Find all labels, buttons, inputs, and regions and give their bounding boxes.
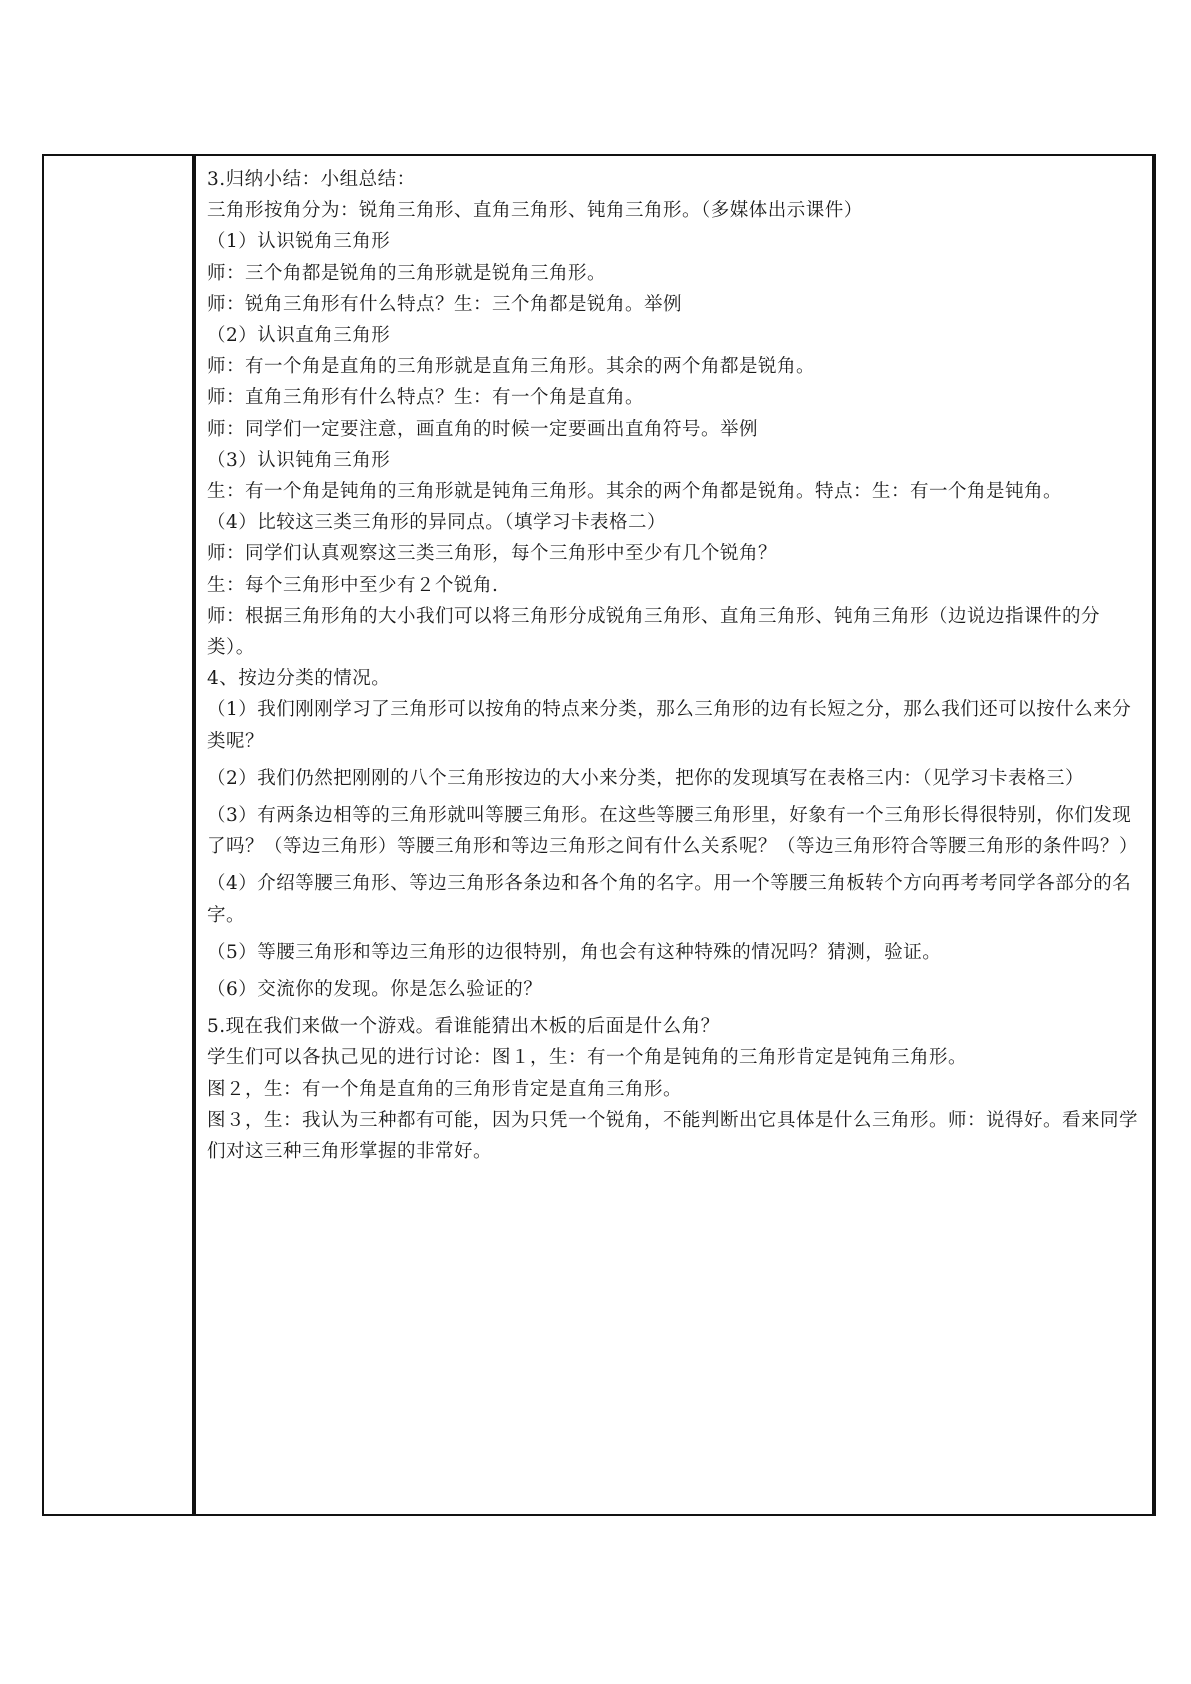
right-triangle-heading: （2）认识直角三角形 [207, 325, 391, 347]
acute-triangle-feature: 师：锐角三角形有什么特点？生：三个角都是锐角。举例 [207, 293, 683, 315]
table-row [43, 155, 1154, 1515]
acute-triangle-heading: （1）认识锐角三角形 [207, 231, 391, 253]
side-step-3: （3）有两条边相等的三角形就叫等腰三角形。在这些等腰三角形里，好象有一个三角形长得很特别，你们发现了吗？（等边三角形）等腰三角形和等边三角形之间有什么关系呢？（等边三角形符合等腰三角形的条件吗？） [207, 805, 1139, 858]
content-cell [194, 155, 1154, 1515]
side-step-2: （2）我们仍然把刚刚的八个三角形按边的大小来分类，把你的发现填写在表格三内：（见学习卡表格三） [207, 767, 1085, 789]
lesson-content [196, 156, 1152, 1167]
side-step-5: （5）等腰三角形和等边三角形的边很特别，角也会有这种特殊的情况吗？猜测，验证。 [207, 941, 942, 963]
right-triangle-definition: 师：有一个角是直角的三角形就是直角三角形。其余的两个角都是锐角。 [207, 356, 816, 378]
left-column-cell [43, 155, 194, 1515]
compare-answer: 生：每个三角形中至少有２个锐角. [207, 574, 499, 596]
lesson-table [42, 154, 1156, 1516]
classification-summary: 师：根据三角形角的大小我们可以将三角形分成锐角三角形、直角三角形、钝角三角形（边说边指课件的分类）。 [207, 605, 1101, 659]
classification-by-angle: 三角形按角分为：锐角三角形、直角三角形、钝角三角形。（多媒体出示课件） [207, 200, 863, 222]
side-step-4: （4）介绍等腰三角形、等边三角形各条边和各个角的名字。用一个等腰三角板转个方向再考考同学各部分的名字。 [207, 873, 1132, 926]
game-figure-1: 学生们可以各执己见的进行讨论：图１，生：有一个角是钝角的三角形肯定是钝角三角形。 [207, 1047, 968, 1069]
side-step-6: （6）交流你的发现。你是怎么验证的？ [207, 979, 543, 1001]
summary-heading: 3.归纳小结：小组总结： [207, 169, 416, 190]
obtuse-triangle-heading: （3）认识钝角三角形 [207, 449, 391, 471]
compare-heading: （4）比较这三类三角形的异同点。（填学习卡表格二） [207, 512, 667, 534]
obtuse-triangle-definition: 生：有一个角是钝角的三角形就是钝角三角形。其余的两个角都是锐角。特点：生：有一个角是钝角。 [207, 481, 1063, 503]
classify-by-side-heading: 4、按边分类的情况。 [207, 668, 391, 690]
compare-question: 师：同学们认真观察这三类三角形，每个三角形中至少有几个锐角？ [207, 543, 778, 565]
right-triangle-feature: 师：直角三角形有什么特点？生：有一个角是直角。 [207, 387, 645, 409]
game-figure-3: 图３，生：我认为三种都有可能，因为只凭一个锐角，不能判断出它具体是什么三角形。师：说得好。看来同学们对这三种三角形掌握的非常好。 [207, 1109, 1139, 1163]
game-heading: 5.现在我们来做一个游戏。看谁能猜出木板的后面是什么角？ [207, 1016, 720, 1038]
game-figure-2: 图２，生：有一个角是直角的三角形肯定是直角三角形。 [207, 1078, 683, 1100]
right-angle-symbol-note: 师：同学们一定要注意，画直角的时候一定要画出直角符号。举例 [207, 418, 759, 440]
side-step-1: （1）我们刚刚学习了三角形可以按角的特点来分类，那么三角形的边有长短之分，那么我们还可以按什么来分类呢？ [207, 699, 1132, 752]
acute-triangle-definition: 师：三个角都是锐角的三角形就是锐角三角形。 [207, 262, 607, 284]
